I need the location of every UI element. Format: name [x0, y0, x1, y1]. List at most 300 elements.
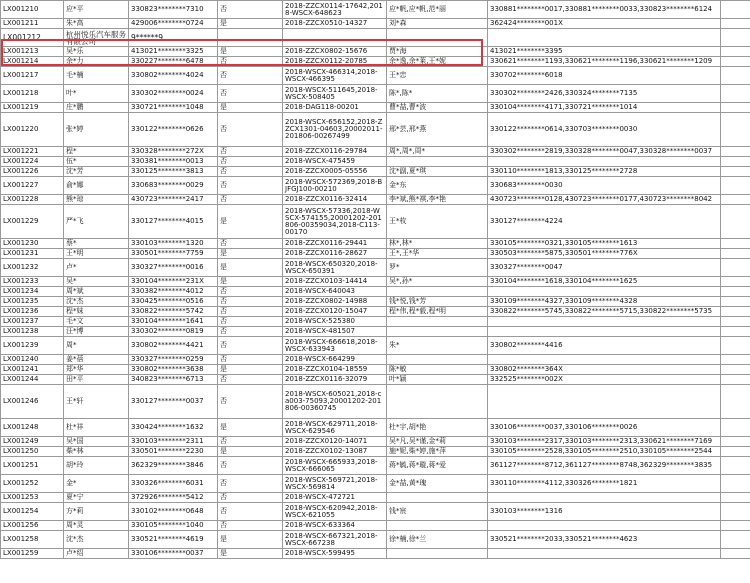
name-cell: 王*明 — [64, 249, 129, 259]
flag-cell: 是 — [218, 205, 283, 239]
blank-cell — [721, 167, 750, 177]
related-ids-cell: 330109********4327,330109********4328 — [488, 297, 721, 307]
blank-cell — [721, 385, 750, 419]
table-row — [1, 19, 750, 29]
relatives-cell: 叶*颖 — [387, 375, 488, 385]
flag-cell: 否 — [218, 67, 283, 85]
table-row — [1, 259, 750, 277]
relatives-cell: 陈*,陈* — [387, 85, 488, 103]
case-number-cell: 2018-ZZCX0103-14414 — [283, 277, 387, 287]
related-ids-cell: 330122********0614,330703********0030 — [488, 113, 721, 147]
relatives-cell: 金*喆,黄*瑰 — [387, 475, 488, 493]
blank-cell — [721, 205, 750, 239]
name-cell: 柴*林 — [64, 447, 129, 457]
relatives-cell: 应*帆,应*帆,范*丽 — [387, 1, 488, 19]
id-number-cell: 330127********4015 — [129, 205, 218, 239]
relatives-cell: 林*,林* — [387, 239, 488, 249]
blank-cell — [721, 259, 750, 277]
table-row — [1, 457, 750, 475]
case-number-cell: 2018-ZZCX0802-14988 — [283, 297, 387, 307]
flag-cell: 否 — [218, 157, 283, 167]
related-ids-cell: 330521********2033,330521********4623 — [488, 531, 721, 549]
name-cell: 王*轩 — [64, 385, 129, 419]
name-cell: 毛*楠 — [64, 67, 129, 85]
id-number-cell: 330106********0037 — [129, 549, 218, 559]
name-cell: 叶* — [64, 85, 129, 103]
record-id-cell: LX001229 — [1, 205, 64, 239]
table-row — [1, 147, 750, 157]
flag-cell: 否 — [218, 503, 283, 521]
record-id-cell: LX001253 — [1, 493, 64, 503]
record-id-cell: LX001227 — [1, 177, 64, 195]
related-ids-cell: 430723********0128,430723********0177,430723********8042 — [488, 195, 721, 205]
table-row — [1, 375, 750, 385]
id-number-cell: 430723********2417 — [129, 195, 218, 205]
case-number-cell: 2018-ZZCX0802-15676 — [283, 47, 387, 57]
flag-cell: 否 — [218, 317, 283, 327]
blank-cell — [721, 113, 750, 147]
related-ids-cell: 330127********4224 — [488, 205, 721, 239]
record-id-cell: LX001244 — [1, 375, 64, 385]
case-number-cell: 2018-WSCX-667321,2018-WSCX-667238 — [283, 531, 387, 549]
relatives-cell — [387, 521, 488, 531]
related-ids-cell: 332525********002X — [488, 375, 721, 385]
id-number-cell: 330425********0516 — [129, 297, 218, 307]
name-cell: 沈*杰 — [64, 531, 129, 549]
name-cell: 程*妹 — [64, 307, 129, 317]
case-number-cell: 2018-WSCX-665933,2018-WSCX-666065 — [283, 457, 387, 475]
relatives-cell — [387, 327, 488, 337]
name-cell: 吴* — [64, 277, 129, 287]
relatives-cell — [387, 317, 488, 327]
blank-cell — [721, 475, 750, 493]
relatives-cell: 余*逸,余*莱,王*妮 — [387, 57, 488, 67]
record-id-cell: LX001210 — [1, 1, 64, 19]
id-number-cell: 9******9 — [129, 29, 218, 47]
record-id-cell: LX001251 — [1, 457, 64, 475]
name-cell: 周*灵 — [64, 521, 129, 531]
id-number-cell: 330823********7310 — [129, 1, 218, 19]
table-row — [1, 475, 750, 493]
blank-cell — [721, 277, 750, 287]
name-cell: 伍* — [64, 157, 129, 167]
flag-cell: 否 — [218, 457, 283, 475]
name-cell: 卢*绍 — [64, 549, 129, 559]
record-id-cell: LX001234 — [1, 287, 64, 297]
relatives-cell: 杜*宇,胡*艳 — [387, 419, 488, 437]
flag-cell: 否 — [218, 337, 283, 355]
blank-cell — [721, 29, 750, 47]
relatives-cell: 钱*悦,钱*芳 — [387, 297, 488, 307]
case-number-cell: 2018-ZZCX0510-14327 — [283, 19, 387, 29]
case-number-cell: 2018-ZZCX0005-05556 — [283, 167, 387, 177]
blank-cell — [721, 447, 750, 457]
flag-cell: 是 — [218, 365, 283, 375]
relatives-cell: 施*妮,柴*婷,施*萍 — [387, 447, 488, 457]
id-number-cell: 330721********1048 — [129, 103, 218, 113]
record-id-cell: LX001236 — [1, 307, 64, 317]
relatives-cell: 吴*,孙* — [387, 277, 488, 287]
case-number-cell: 2018-WSCX-572369,2018-BJFGJ100-00210 — [283, 177, 387, 195]
case-number-cell: 2018-ZZCX0116-29784 — [283, 147, 387, 157]
case-number-cell: 2018-WSCX-620942,2018-WSCX-621055 — [283, 503, 387, 521]
id-number-cell: 330382********4012 — [129, 287, 218, 297]
flag-cell: 否 — [218, 297, 283, 307]
table-row — [1, 1, 750, 19]
table-row — [1, 57, 750, 67]
case-number-cell: 2018-WSCX-472721 — [283, 493, 387, 503]
blank-cell — [721, 67, 750, 85]
name-cell: 严*飞 — [64, 205, 129, 239]
related-ids-cell: 330302********2426,330324********7135 — [488, 85, 721, 103]
id-number-cell: 330127********0037 — [129, 385, 218, 419]
name-cell: 朱*高 — [64, 19, 129, 29]
record-id-cell: LX001212 — [1, 29, 64, 47]
blank-cell — [721, 457, 750, 475]
relatives-cell: 刘*森 — [387, 19, 488, 29]
relatives-cell: 吴*凡,吴*谨,金*莉 — [387, 437, 488, 447]
relatives-cell: 贾*海 — [387, 47, 488, 57]
record-id-cell: LX001259 — [1, 549, 64, 559]
flag-cell: 否 — [218, 475, 283, 493]
blank-cell — [721, 147, 750, 157]
case-number-cell: 2018-ZZCX0102-13087 — [283, 447, 387, 457]
blank-cell — [721, 249, 750, 259]
flag-cell: 否 — [218, 113, 283, 147]
case-number-cell: 2018-WSCX-664299 — [283, 355, 387, 365]
related-ids-cell: 330802********4416 — [488, 337, 721, 355]
flag-cell: 否 — [218, 147, 283, 157]
table-row — [1, 503, 750, 521]
table-row — [1, 113, 750, 147]
id-number-cell: 340823********6713 — [129, 375, 218, 385]
case-number-cell: 2018-ZZCX0116-29441 — [283, 239, 387, 249]
record-id-cell: LX001258 — [1, 531, 64, 549]
table-row — [1, 307, 750, 317]
related-ids-cell: 330103********2317,330103********2313,330621********7169 — [488, 437, 721, 447]
table-row — [1, 355, 750, 365]
flag-cell: 否 — [218, 385, 283, 419]
case-number-cell — [283, 29, 387, 47]
related-ids-cell: 330104********4171,330721********1014 — [488, 103, 721, 113]
relatives-cell: 李*斌,熊*祺,李*艳 — [387, 195, 488, 205]
table-row — [1, 239, 750, 249]
flag-cell: 否 — [218, 307, 283, 317]
case-number-cell: 2018-WSCX-599495 — [283, 549, 387, 559]
id-number-cell: 330227********6478 — [129, 57, 218, 67]
name-cell: 胡*玲 — [64, 457, 129, 475]
blank-cell — [721, 103, 750, 113]
name-cell: 周*斌 — [64, 287, 129, 297]
related-ids-cell: 330822********5745,330822********5715,330822********5735 — [488, 307, 721, 317]
related-ids-cell: 330105********0321,330105********1613 — [488, 239, 721, 249]
record-id-cell: LX001218 — [1, 85, 64, 103]
id-number-cell: 330501********2230 — [129, 447, 218, 457]
record-id-cell: LX001240 — [1, 355, 64, 365]
case-number-cell: 2018-ZZCX0112-20785 — [283, 57, 387, 67]
table-row — [1, 419, 750, 437]
flag-cell: 否 — [218, 85, 283, 103]
name-cell: 沈*芳 — [64, 167, 129, 177]
id-number-cell: 330105********1040 — [129, 521, 218, 531]
record-id-cell: LX001221 — [1, 147, 64, 157]
id-number-cell: 330424********1632 — [129, 419, 218, 437]
flag-cell: 否 — [218, 327, 283, 337]
record-id-cell: LX001211 — [1, 19, 64, 29]
relatives-cell — [387, 29, 488, 47]
blank-cell — [721, 85, 750, 103]
name-cell: 沈*杰 — [64, 297, 129, 307]
case-number-cell: 2018-ZZCX0120-14071 — [283, 437, 387, 447]
record-id-cell: LX001214 — [1, 57, 64, 67]
flag-cell: 否 — [218, 521, 283, 531]
flag-cell: 是 — [218, 103, 283, 113]
id-number-cell: 330125********3813 — [129, 167, 218, 177]
table-row — [1, 549, 750, 559]
flag-cell: 是 — [218, 447, 283, 457]
related-ids-cell — [488, 327, 721, 337]
name-cell: 郑*华 — [64, 365, 129, 375]
relatives-cell — [387, 493, 488, 503]
blank-cell — [721, 19, 750, 29]
relatives-cell — [387, 157, 488, 167]
record-id-cell: LX001239 — [1, 337, 64, 355]
case-number-cell: 2018-WSCX-629711,2018-WSCX-629546 — [283, 419, 387, 437]
related-ids-cell: 330104********1618,330104********1625 — [488, 277, 721, 287]
relatives-cell — [387, 385, 488, 419]
related-ids-cell: 330302********2819,330328********0047,330328********0037 — [488, 147, 721, 157]
record-id-cell: LX001224 — [1, 157, 64, 167]
table-row — [1, 493, 750, 503]
table-row — [1, 521, 750, 531]
flag-cell: 否 — [218, 177, 283, 195]
record-id-cell: LX001237 — [1, 317, 64, 327]
blank-cell — [721, 493, 750, 503]
record-id-cell: LX001233 — [1, 277, 64, 287]
table-row — [1, 47, 750, 57]
table-row — [1, 167, 750, 177]
name-cell: 熊*琼 — [64, 195, 129, 205]
name-cell: 蔡* — [64, 239, 129, 249]
case-number-cell: 2018-WSCX-57336,2018-WSCX-574155,20001202-201806-00359034,2018-C113-00170 — [283, 205, 387, 239]
relatives-cell: 王*,王*华 — [387, 249, 488, 259]
id-number-cell: 330802********4421 — [129, 337, 218, 355]
case-number-cell: 2018-WSCX-666618,2018-WSCX-633943 — [283, 337, 387, 355]
related-ids-cell — [488, 549, 721, 559]
related-ids-cell: 330802********364X — [488, 365, 721, 375]
id-number-cell: 330104********231X — [129, 277, 218, 287]
id-number-cell: 372926********5412 — [129, 493, 218, 503]
table-row — [1, 317, 750, 327]
flag-cell: 是 — [218, 531, 283, 549]
table-row — [1, 531, 750, 549]
table-row — [1, 447, 750, 457]
name-cell: 余*力 — [64, 57, 129, 67]
blank-cell — [721, 437, 750, 447]
related-ids-cell: 330503********5875,330501********776X — [488, 249, 721, 259]
table-row — [1, 205, 750, 239]
relatives-cell: 徐*楠,徐*兰 — [387, 531, 488, 549]
blank-cell — [721, 365, 750, 375]
record-id-cell: LX001217 — [1, 67, 64, 85]
table-row — [1, 249, 750, 259]
related-ids-cell — [488, 385, 721, 419]
case-number-cell: 2018-WSCX-605021,2018-ca003-75093,20001202-201806-00360745 — [283, 385, 387, 419]
related-ids-cell: 330702********6018 — [488, 67, 721, 85]
related-ids-cell: 330621********1193,330621********1196,330621********1209 — [488, 57, 721, 67]
record-id-cell: LX001213 — [1, 47, 64, 57]
case-number-cell: 2018-WSCX-633364 — [283, 521, 387, 531]
id-number-cell: 330381********0013 — [129, 157, 218, 167]
record-id-cell: LX001254 — [1, 503, 64, 521]
flag-cell: 是 — [218, 549, 283, 559]
flag-cell: 否 — [218, 287, 283, 297]
name-cell: 夏*宁 — [64, 493, 129, 503]
relatives-cell: 曹*喆,曹*波 — [387, 103, 488, 113]
case-number-cell: 2018-ZZCX0120-15047 — [283, 307, 387, 317]
record-id-cell: LX001228 — [1, 195, 64, 205]
related-ids-cell: 330327********0047 — [488, 259, 721, 277]
blank-cell — [721, 307, 750, 317]
name-cell: 吴*国 — [64, 437, 129, 447]
table-row — [1, 297, 750, 307]
case-number-cell: 2018-WSCX-511645,2018-WSCX-508405 — [283, 85, 387, 103]
record-id-cell: LX001256 — [1, 521, 64, 531]
related-ids-cell — [488, 521, 721, 531]
record-id-cell: LX001231 — [1, 249, 64, 259]
case-number-cell: 2018-DAG118-00201 — [283, 103, 387, 113]
related-ids-cell — [488, 493, 721, 503]
relatives-cell: 陈*敏 — [387, 365, 488, 375]
name-cell: 田*平 — [64, 375, 129, 385]
table-row — [1, 327, 750, 337]
blank-cell — [721, 317, 750, 327]
related-ids-cell: 330105********2528,330105********2510,330105********2544 — [488, 447, 721, 457]
name-cell: 庄*鹏 — [64, 103, 129, 113]
record-id-cell: LX001252 — [1, 475, 64, 493]
table-row-highlighted — [1, 29, 750, 47]
flag-cell: 是 — [218, 277, 283, 287]
table-row — [1, 337, 750, 355]
flag-cell: 是 — [218, 47, 283, 57]
blank-cell — [721, 531, 750, 549]
relatives-cell: 金*东 — [387, 177, 488, 195]
blank-cell — [721, 375, 750, 385]
case-number-cell: 2018-WSCX-640043 — [283, 287, 387, 297]
record-id-cell: LX001219 — [1, 103, 64, 113]
record-id-cell: LX001220 — [1, 113, 64, 147]
id-number-cell: 330302********0024 — [129, 85, 218, 103]
flag-cell: 否 — [218, 167, 283, 177]
case-number-cell: 2018-WSCX-475459 — [283, 157, 387, 167]
id-number-cell: 330103********1320 — [129, 239, 218, 249]
blank-cell — [721, 521, 750, 531]
table-row — [1, 157, 750, 167]
blank-cell — [721, 297, 750, 307]
name-cell: 姜*蓓 — [64, 355, 129, 365]
case-number-cell: 2018-WSCX-466314,2018-WSCX-466395 — [283, 67, 387, 85]
blank-cell — [721, 57, 750, 67]
table-row — [1, 103, 750, 113]
record-id-cell: LX001235 — [1, 297, 64, 307]
case-number-cell: 2018-WSCX-525380 — [283, 317, 387, 327]
relatives-cell: 钱*宸 — [387, 503, 488, 521]
relatives-cell: 蒋*毓,蒋*璇,蒋*爱 — [387, 457, 488, 475]
case-number-cell: 2018-ZZCX0116-32079 — [283, 375, 387, 385]
blank-cell — [721, 195, 750, 205]
relatives-cell: 王*忠 — [387, 67, 488, 85]
name-cell: 卢* — [64, 259, 129, 277]
relatives-cell: 程*伟,程*毅,程*明 — [387, 307, 488, 317]
relatives-cell: 王*枚 — [387, 205, 488, 239]
blank-cell — [721, 355, 750, 365]
case-number-cell: 2018-ZZCX0104-18559 — [283, 365, 387, 375]
id-number-cell: 330122********0626 — [129, 113, 218, 147]
record-id-cell: LX001249 — [1, 437, 64, 447]
record-id-cell: LX001226 — [1, 167, 64, 177]
flag-cell: 是 — [218, 419, 283, 437]
table-row — [1, 67, 750, 85]
id-number-cell: 330328********272X — [129, 147, 218, 157]
blank-cell — [721, 47, 750, 57]
table-row — [1, 385, 750, 419]
record-id-cell: LX001250 — [1, 447, 64, 457]
related-ids-cell: 330110********1813,330125********2728 — [488, 167, 721, 177]
flag-cell: 是 — [218, 249, 283, 259]
relatives-cell: 罗* — [387, 259, 488, 277]
relatives-cell: 周*,周*,周* — [387, 147, 488, 157]
id-number-cell: 330327********0259 — [129, 355, 218, 365]
name-cell: 毛*文 — [64, 317, 129, 327]
related-ids-cell — [488, 287, 721, 297]
flag-cell: 否 — [218, 493, 283, 503]
relatives-cell: 沈*副,夏*琪 — [387, 167, 488, 177]
related-ids-cell: 330881********0017,330881********0033,330823********6124 — [488, 1, 721, 19]
name-cell: 方*莉 — [64, 503, 129, 521]
table-row — [1, 195, 750, 205]
related-ids-cell — [488, 29, 721, 47]
flag-cell: 是 — [218, 259, 283, 277]
related-ids-cell — [488, 157, 721, 167]
case-number-cell: 2018-ZZCX0116-32414 — [283, 195, 387, 205]
name-cell: 汪*博 — [64, 327, 129, 337]
relatives-cell — [387, 355, 488, 365]
record-id-cell: LX001248 — [1, 419, 64, 437]
flag-cell: 否 — [218, 239, 283, 249]
name-cell: 应*平 — [64, 1, 129, 19]
flag-cell: 否 — [218, 437, 283, 447]
related-ids-cell: 413021********3395 — [488, 47, 721, 57]
name-cell: 俞*娜 — [64, 177, 129, 195]
name-cell: 吴*乐 — [64, 47, 129, 57]
related-ids-cell: 330106********0037,330106********0026 — [488, 419, 721, 437]
name-cell: 张*婷 — [64, 113, 129, 147]
flag-cell: 否 — [218, 375, 283, 385]
id-number-cell: 330104********1641 — [129, 317, 218, 327]
record-id-cell: LX001230 — [1, 239, 64, 249]
case-number-cell: 2018-ZZCX0114-17642,2018-WSCX-648623 — [283, 1, 387, 19]
blank-cell — [721, 419, 750, 437]
related-ids-cell — [488, 355, 721, 365]
id-number-cell: 330822********5742 — [129, 307, 218, 317]
case-number-cell: 2018-WSCX-481507 — [283, 327, 387, 337]
id-number-cell: 330302********0819 — [129, 327, 218, 337]
case-number-cell: 2018-WSCX-650320,2018-WSCX-650391 — [283, 259, 387, 277]
id-number-cell: 330521********4619 — [129, 531, 218, 549]
flag-cell: 否 — [218, 195, 283, 205]
case-number-cell: 2018-WSCX-656152,2018-ZZCX1301-04603,20002011-201806-00267499 — [283, 113, 387, 147]
record-id-cell: LX001241 — [1, 365, 64, 375]
